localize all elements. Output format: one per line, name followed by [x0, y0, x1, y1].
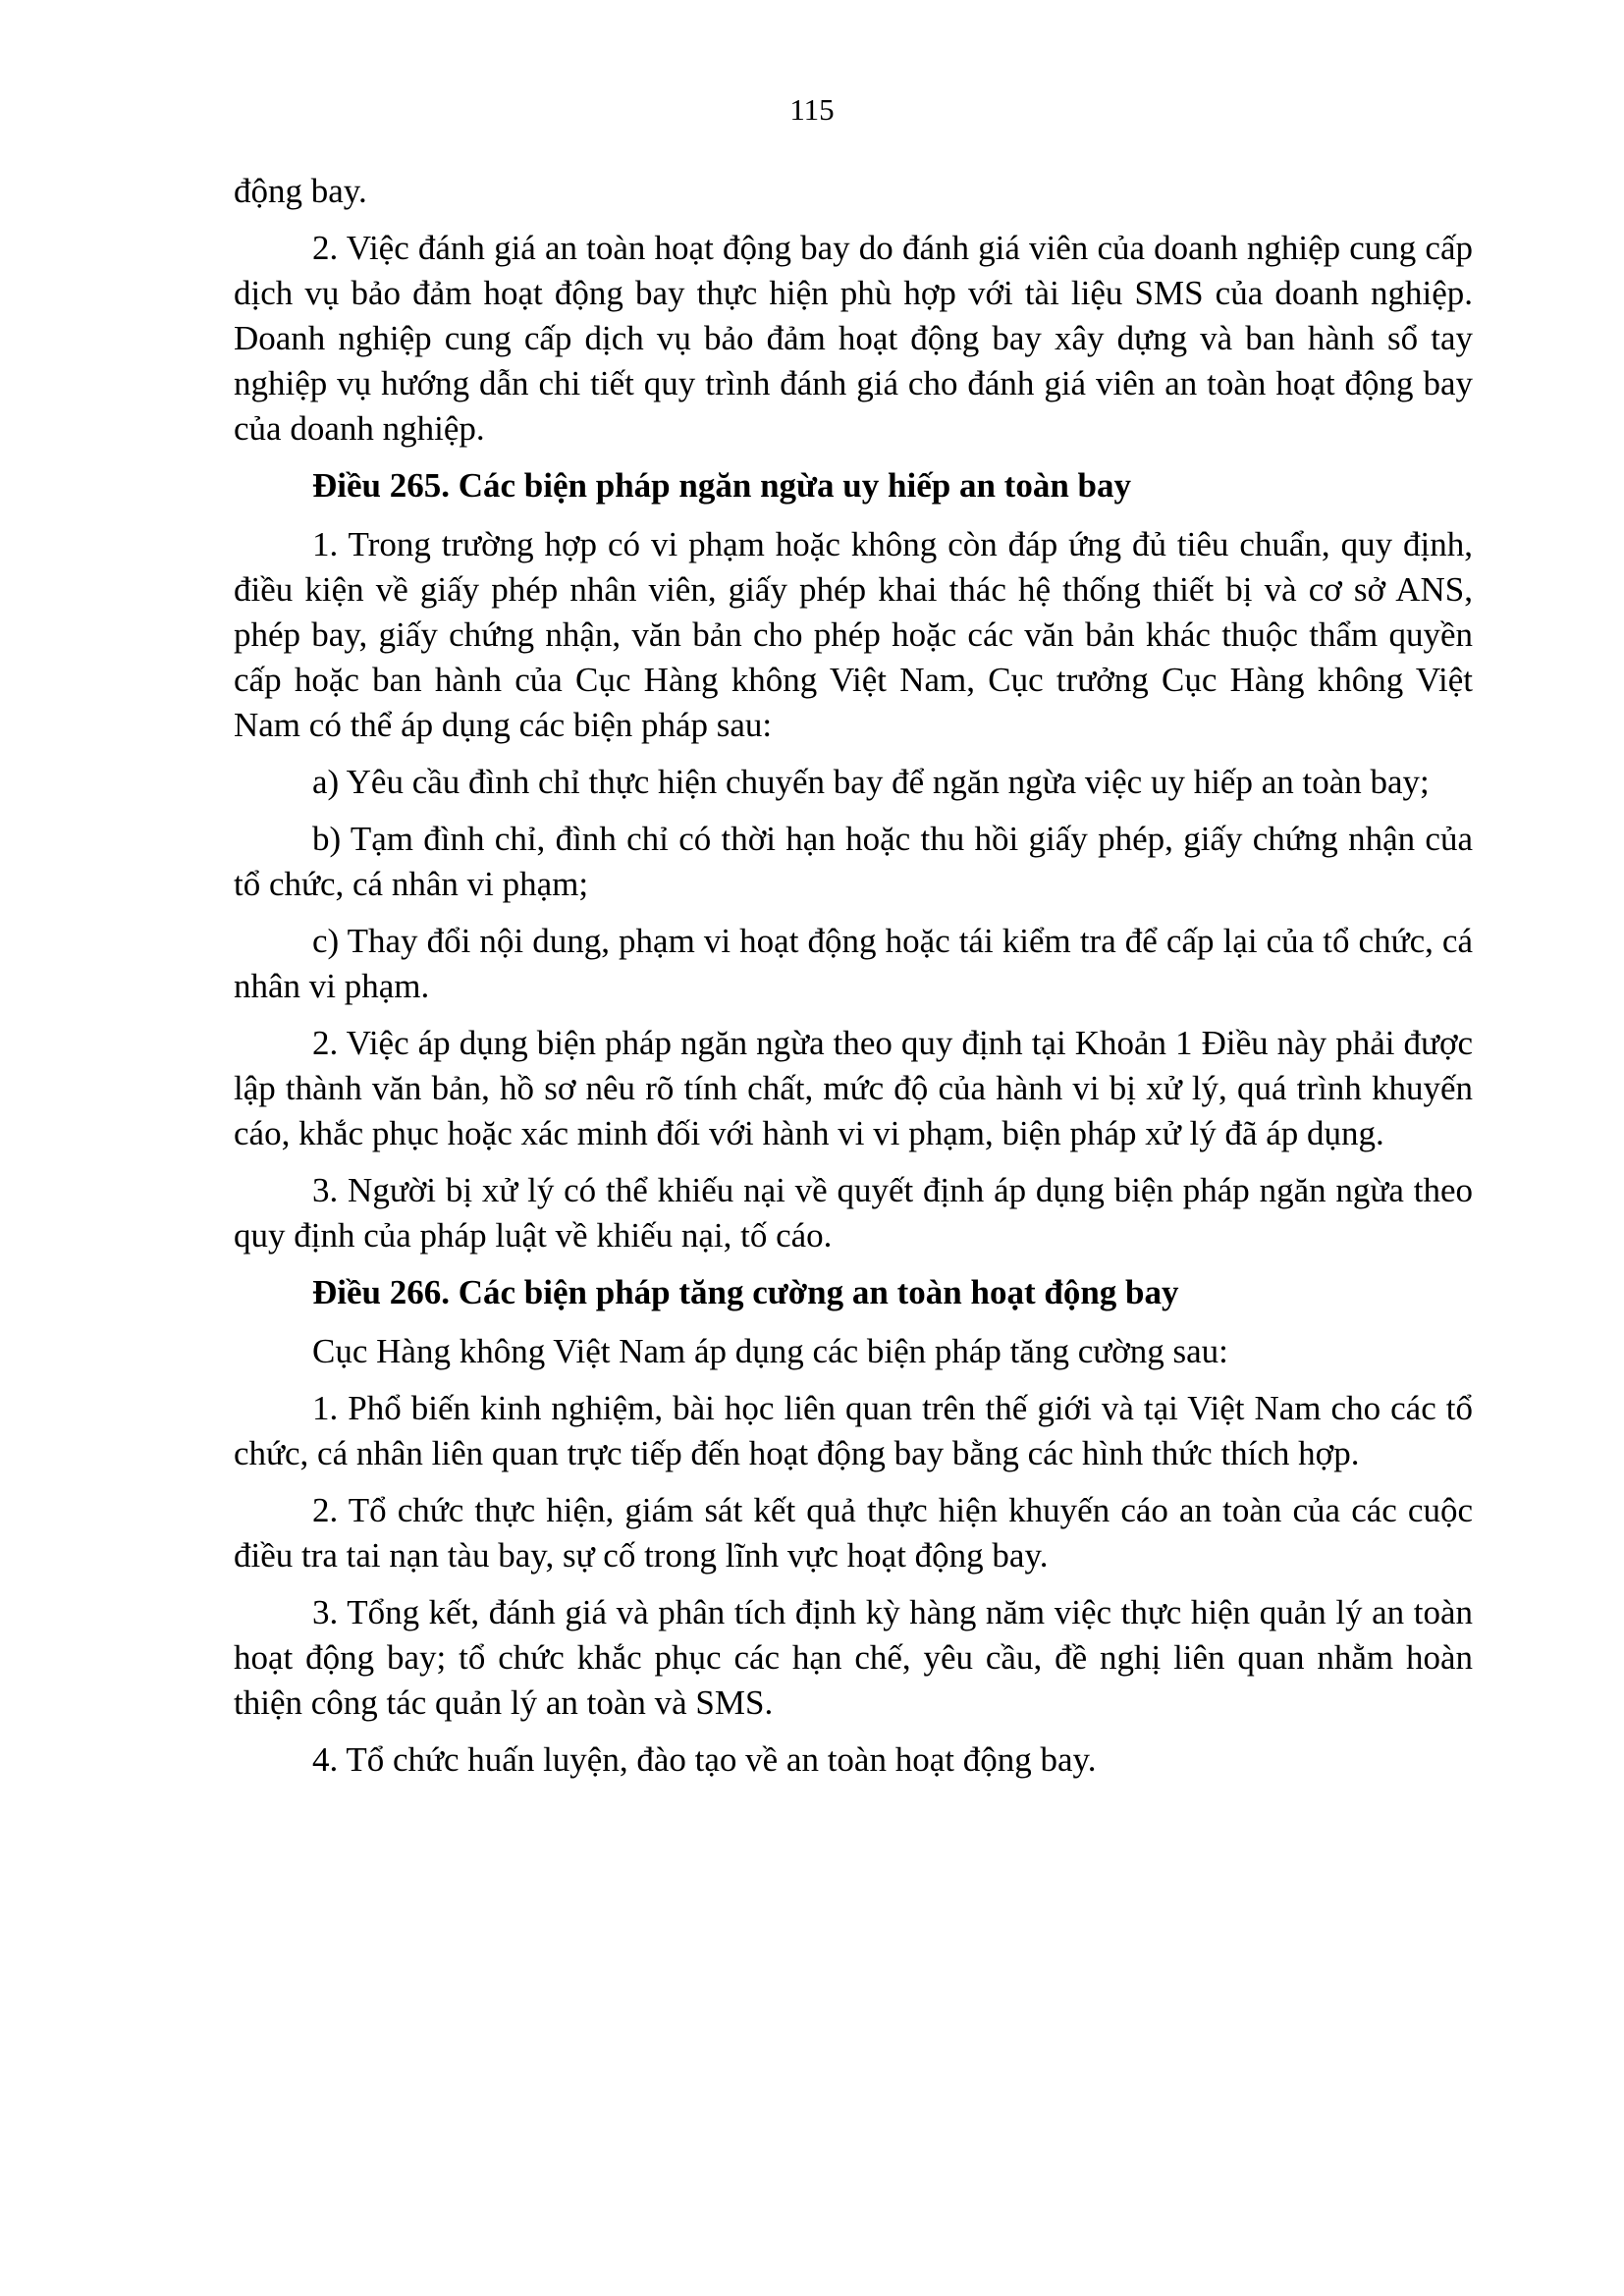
- article-heading-265: Điều 265. Các biện pháp ngăn ngừa uy hiếp an toàn bay: [312, 466, 1132, 505]
- paragraph-item-c: c) Thay đổi nội dung, phạm vi hoạt động hoặc tái kiểm tra để cấp lại của tổ chức, cá nhân vi phạm.: [234, 922, 1473, 1005]
- document-body: [234, 169, 1473, 1794]
- paragraph: 2. Việc áp dụng biện pháp ngăn ngừa theo quy định tại Khoản 1 Điều này phải được lập thành văn bản, hồ sơ nêu rõ tính chất, mức độ của hành vi bị xử lý, quá trình khuyến cáo, khắc phục hoặc xác minh đối với hành vi vi phạm, biện pháp xử lý đã áp dụng.: [234, 1024, 1473, 1152]
- paragraph: Cục Hàng không Việt Nam áp dụng các biện pháp tăng cường sau:: [312, 1332, 1228, 1370]
- paragraph-continuation: động bay.: [234, 172, 367, 210]
- paragraph: 2. Tổ chức thực hiện, giám sát kết quả thực hiện khuyến cáo an toàn của các cuộc điều tra tai nạn tàu bay, sự cố trong lĩnh vực hoạt động bay.: [234, 1491, 1473, 1575]
- paragraph: 1. Trong trường hợp có vi phạm hoặc không còn đáp ứng đủ tiêu chuẩn, quy định, điều kiện về giấy phép nhân viên, giấy phép khai thác hệ thống thiết bị và cơ sở ANS, phép bay, giấy chứng nhận, văn bản cho phép hoặc các văn bản khác thuộc thẩm quyền cấp hoặc ban hành của Cục Hàng không Việt Nam, Cục trưởng Cục Hàng không Việt Nam có thể áp dụng các biện pháp sau:: [234, 525, 1473, 744]
- paragraph: 2. Việc đánh giá an toàn hoạt động bay do đánh giá viên của doanh nghiệp cung cấp dịch vụ bảo đảm hoạt động bay thực hiện phù hợp với tài liệu SMS của doanh nghiệp. Doanh nghiệp cung cấp dịch vụ bảo đảm hoạt động bay xây dựng và ban hành sổ tay nghiệp vụ hướng dẫn chi tiết quy trình đánh giá cho đánh giá viên an toàn hoạt động bay của doanh nghiệp.: [234, 229, 1473, 448]
- article-heading-266: Điều 266. Các biện pháp tăng cường an toàn hoạt động bay: [312, 1273, 1179, 1311]
- paragraph-item-b: b) Tạm đình chỉ, đình chỉ có thời hạn hoặc thu hồi giấy phép, giấy chứng nhận của tổ chức, cá nhân vi phạm;: [234, 820, 1473, 903]
- paragraph: 3. Tổng kết, đánh giá và phân tích định kỳ hàng năm việc thực hiện quản lý an toàn hoạt động bay; tổ chức khắc phục các hạn chế, yêu cầu, đề nghị liên quan nhằm hoàn thiện công tác quản lý an toàn và SMS.: [234, 1593, 1473, 1722]
- paragraph: 4. Tổ chức huấn luyện, đào tạo về an toàn hoạt động bay.: [312, 1740, 1097, 1779]
- paragraph: 1. Phổ biến kinh nghiệm, bài học liên quan trên thế giới và tại Việt Nam cho các tổ chức, cá nhân liên quan trực tiếp đến hoạt động bay bằng các hình thức thích hợp.: [234, 1389, 1473, 1472]
- page-number: 115: [789, 92, 835, 127]
- paragraph-item-a: a) Yêu cầu đình chỉ thực hiện chuyến bay để ngăn ngừa việc uy hiếp an toàn bay;: [312, 763, 1430, 801]
- paragraph: 3. Người bị xử lý có thể khiếu nại về quyết định áp dụng biện pháp ngăn ngừa theo quy định của pháp luật về khiếu nại, tố cáo.: [234, 1171, 1473, 1255]
